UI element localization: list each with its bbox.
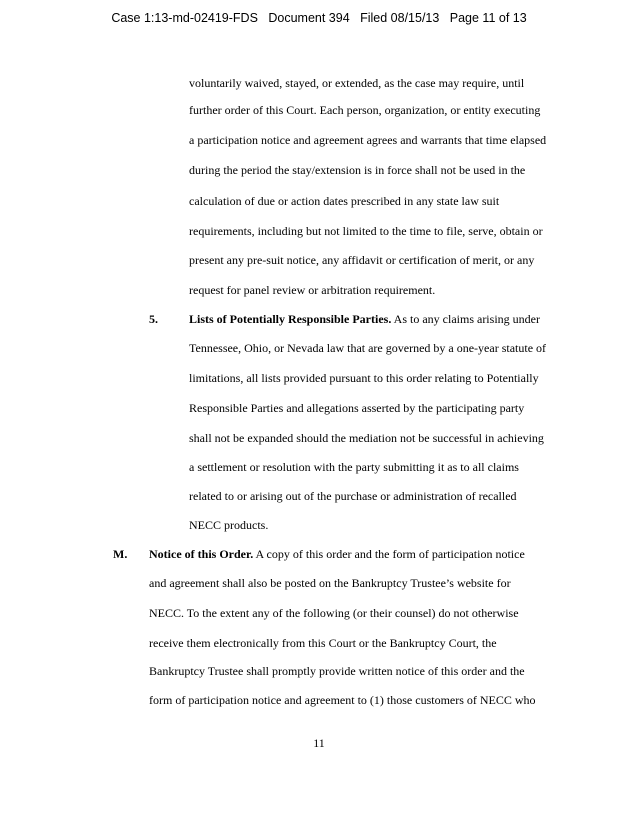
text-line: receive them electronically from this Court or the Bankruptcy Court, the (149, 636, 497, 650)
page-indicator: Page 11 of 13 (449, 11, 527, 25)
text-line: form of participation notice and agreement to (1) those customers of NECC who (149, 693, 536, 707)
filed-date: Filed 08/15/13 (360, 11, 440, 25)
text-line: further order of this Court. Each person, organization, or entity executing (189, 103, 541, 117)
text-line: Responsible Parties and allegations asserted by the participating party (189, 401, 525, 415)
document-number: Document 394 (268, 11, 350, 25)
text-line: present any pre-suit notice, any affidavit or certification of merit, or any (189, 253, 535, 267)
item-first-line-text: As to any claims arising under (391, 312, 540, 326)
text-line: shall not be expanded should the mediation not be successful in achieving (189, 431, 544, 445)
item-first-line (189, 312, 540, 326)
text-line: calculation of due or action dates prescribed in any state law suit (189, 194, 500, 208)
text-line: a settlement or resolution with the party submitting it as to all claims (189, 460, 519, 474)
text-line: voluntarily waived, stayed, or extended, as the case may require, until (189, 76, 525, 90)
text-line: related to or arising out of the purchase or administration of recalled (189, 489, 517, 503)
text-line: a participation notice and agreement agrees and warrants that time elapsed (189, 133, 547, 147)
item-heading: Lists of Potentially Responsible Parties. (189, 312, 392, 326)
section-heading: Notice of this Order. (149, 547, 254, 561)
text-line: and agreement shall also be posted on the Bankruptcy Trustee’s website for (149, 576, 511, 590)
case-header (0, 11, 638, 25)
page-number: 11 (313, 736, 325, 750)
text-line: NECC. To the extent any of the following (or their counsel) do not otherwise (149, 606, 519, 620)
text-line: limitations, all lists provided pursuant to this order relating to Potentially (189, 371, 539, 385)
section-letter: M. (113, 547, 128, 561)
section-first-line-text: A copy of this order and the form of participation notice (253, 547, 525, 561)
text-line: NECC products. (189, 518, 269, 532)
text-line: request for panel review or arbitration requirement. (189, 283, 436, 297)
text-line: during the period the stay/extension is in force shall not be used in the (189, 163, 526, 177)
item-number: 5. (149, 312, 158, 326)
text-line: Tennessee, Ohio, or Nevada law that are governed by a one-year statute of (189, 341, 547, 355)
section-first-line (149, 547, 525, 561)
text-line: requirements, including but not limited to the time to file, serve, obtain or (189, 224, 543, 238)
case-number: Case 1:13-md-02419-FDS (111, 11, 258, 25)
text-line: Bankruptcy Trustee shall promptly provide written notice of this order and the (149, 664, 525, 678)
